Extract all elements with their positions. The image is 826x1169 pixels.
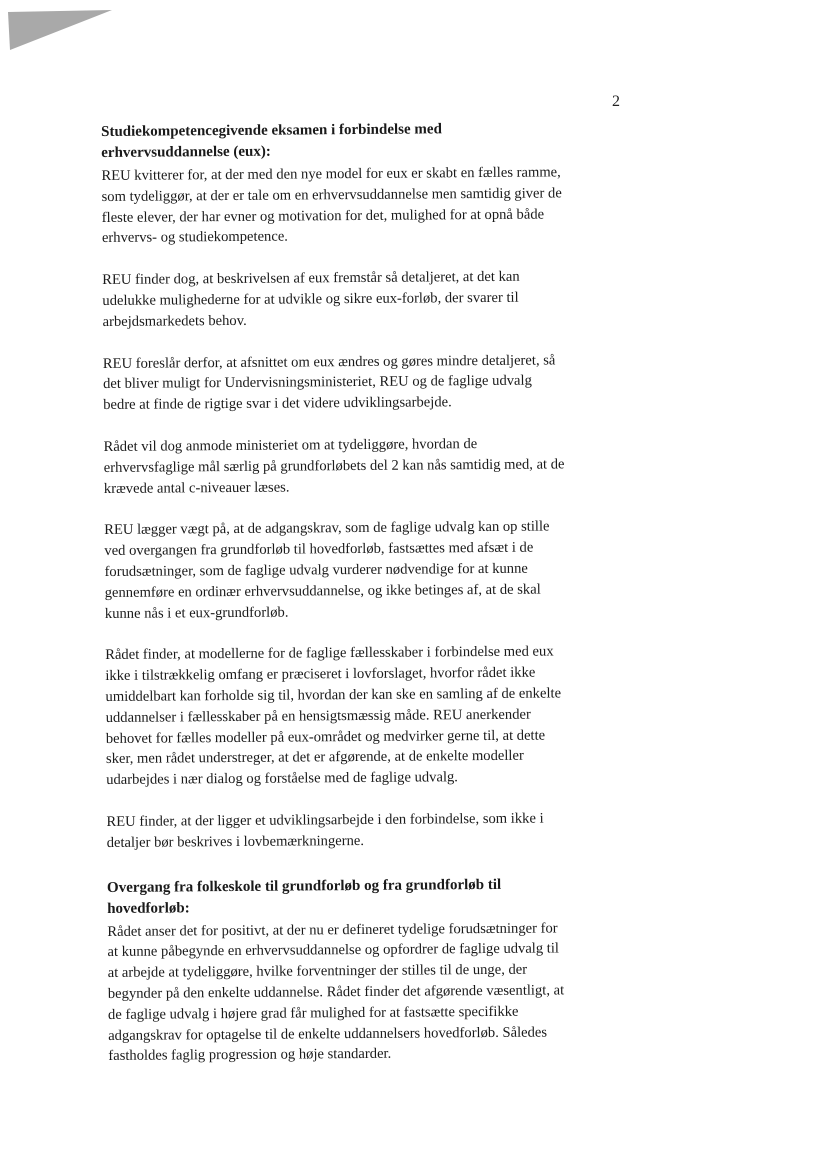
- document-body: [101, 118, 571, 1088]
- section-eux: [101, 118, 569, 853]
- paragraph: REU kvitterer for, at der med den nye model for eux er skabt en fælles ramme, som tydeliggør, at der er tale om en erhvervsuddannelse men samtidig giver de fleste elever, der har evner og motivation for det, mulighed for at opnå både erhvervs- og studiekompetence.: [101, 164, 562, 247]
- paragraph: Rådet vil dog anmode ministeriet om at tydeliggøre, hvordan de erhvervsfaglige mål særlig på grundforløbets del 2 kan nås samtidig med, at de krævede antal c-niveauer læses.: [103, 436, 565, 497]
- section-heading-eux: Studiekompetencegivende eksamen i forbindelse med erhvervsuddannelse (eux):: [101, 121, 442, 161]
- section-heading-overgang: Overgang fra folkeskole til grundforløb og fra grundforløb til hovedforløb:: [106, 876, 502, 917]
- paragraph: REU lægger vægt på, at de adgangskrav, som de faglige udvalg kan op stille ved overgangen fra grundforløb til hovedforløb, fastsættes med afsæt i de forudsætninger, som de faglige udvalg vurderer nødvendige for at kunne gennemføre en ordinær erhvervsuddannelse, og ikke betinges af, at de skal kunne nås i et eux-grundforløb.: [104, 518, 550, 622]
- page-number: 2: [612, 93, 620, 110]
- paragraph: Rådet finder, at modellerne for de faglige fællesskaber i forbindelse med eux ikke i tilstrækkelig omfang er præciseret i lovforslaget, hvorfor rådet ikke umiddelbart kan forholde sig til, hvordan der kan ske en samling af de enkelte uddannelser i fællesskaber på en hensigtsmæssig måde. REU anerkender behovet for fælles modeller på eux-området og medvirker gerne til, at dette sker, men rådet understreger, at det er afgørende, at de enkelte modeller udarbejdes i nær dialog og forståelse med de faglige udvalg.: [105, 643, 562, 789]
- paragraph: REU finder, at der ligger et udviklingsarbejde i den forbindelse, som ikke i detaljer bør beskrives i lovbemærkningerne.: [106, 810, 544, 851]
- paragraph: Rådet anser det for positivt, at der nu er defineret tydelige forudsætninger for at kunne påbegynde en erhvervsuddannelse og opfordrer de faglige udvalg til at arbejde at tydeliggøre, hvilke forventninger der stilles til de unge, der begynder på den enkelte uddannelse. Rådet finder det afgørende væsentligt, at de faglige udvalg i højere grad får mulighed for at fastsætte specifikke adgangskrav for optagelse til de enkelte uddannelsers hovedforløb. Således fastholdes faglig progression og høje standarder.: [107, 919, 565, 1065]
- paragraph: REU finder dog, at beskrivelsen af eux fremstår så detaljeret, at det kan udelukke mulighederne for at udvikle og sikre eux-forløb, der svarer til arbejdsmarkedets behov.: [102, 268, 520, 330]
- paragraph: REU foreslår derfor, at afsnittet om eux ændres og gøres mindre detaljeret, så det bliver muligt for Undervisningsministeriet, REU og de faglige udvalg bedre at finde de rigtige svar i det videre udviklingsarbejde.: [102, 352, 556, 414]
- section-overgang: [107, 874, 570, 1067]
- scan-corner-mark: [0, 0, 112, 52]
